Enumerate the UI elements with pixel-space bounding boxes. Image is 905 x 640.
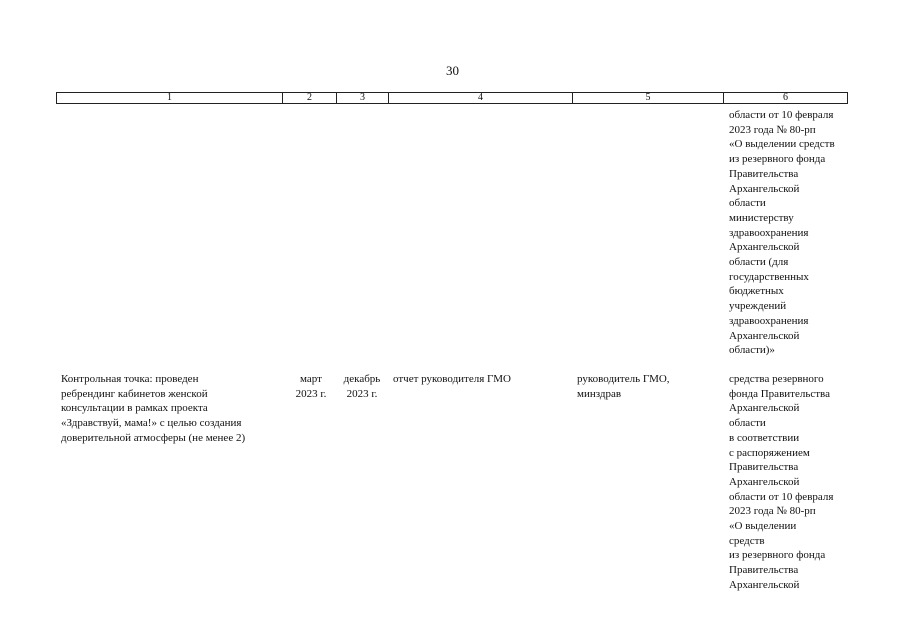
row-end-date bbox=[336, 372, 388, 401]
cell-line: «О выделении bbox=[729, 520, 797, 533]
cell-line: области (для bbox=[729, 256, 789, 269]
cell-line: в соответствии bbox=[729, 431, 800, 444]
cell-line: Правительства bbox=[729, 564, 799, 577]
table-header-row bbox=[56, 92, 848, 104]
cell-line: Контрольная точка: проведен bbox=[61, 373, 199, 385]
cell-line: здравоохранения bbox=[729, 314, 809, 327]
cell-line: области)» bbox=[729, 344, 775, 357]
cell-line: март bbox=[300, 373, 322, 385]
cell-line: Архангельской bbox=[729, 475, 800, 488]
cell-line: Правительства bbox=[729, 461, 799, 474]
cell-line: области от 10 февраля bbox=[729, 109, 834, 121]
cell-line: Архангельской bbox=[729, 578, 800, 591]
header-col-3: 3 bbox=[337, 93, 389, 103]
cell-line: 2023 года № 80-рп bbox=[729, 505, 816, 518]
cell-line: бюджетных bbox=[729, 285, 784, 298]
continued-cell-col6 bbox=[729, 108, 853, 358]
cell-line: Архангельской bbox=[729, 182, 800, 195]
row-responsible bbox=[577, 372, 723, 401]
cell-line: фонда Правительства bbox=[729, 387, 830, 400]
row-result-document bbox=[393, 372, 571, 387]
cell-line: из резервного фонда bbox=[729, 549, 826, 562]
header-col-6: 6 bbox=[783, 92, 788, 103]
cell-line: государственных bbox=[729, 270, 809, 283]
cell-line: Правительства bbox=[729, 167, 799, 180]
cell-line: здравоохранения bbox=[729, 226, 809, 239]
header-col-4: 4 bbox=[389, 93, 573, 103]
cell-line: области bbox=[729, 197, 766, 210]
page-number: 30 bbox=[446, 63, 459, 78]
cell-line: из резервного фонда bbox=[729, 153, 826, 166]
cell-line: средства резервного bbox=[729, 373, 824, 385]
cell-line: с распоряжением bbox=[729, 446, 810, 459]
header-col-5: 5 bbox=[573, 93, 724, 103]
cell-line: министерству bbox=[729, 211, 794, 224]
cell-line: руководитель ГМО, bbox=[577, 373, 670, 385]
cell-line: консультации в рамках проекта bbox=[61, 402, 208, 415]
cell-line: «Здравствуй, мама!» с целью создания bbox=[61, 417, 242, 430]
cell-line: ребрендинг кабинетов женской bbox=[61, 387, 208, 400]
cell-line: 2023 г. bbox=[346, 387, 378, 400]
cell-line: области bbox=[729, 417, 766, 430]
cell-line: доверительной атмосферы (не менее 2) bbox=[61, 431, 246, 444]
header-col-2: 2 bbox=[283, 93, 337, 103]
row-funding-source bbox=[729, 372, 853, 593]
row-start-date bbox=[287, 372, 335, 401]
cell-line: Архангельской bbox=[729, 402, 800, 415]
cell-line: 2023 года № 80-рп bbox=[729, 123, 816, 136]
cell-line: средств bbox=[729, 534, 765, 547]
cell-line: «О выделении средств bbox=[729, 138, 835, 151]
row-control-point-description bbox=[61, 372, 281, 446]
cell-line: Архангельской bbox=[729, 329, 800, 342]
cell-line: учреждений bbox=[729, 300, 787, 313]
cell-line: декабрь bbox=[343, 373, 381, 385]
cell-line: области от 10 февраля bbox=[729, 490, 834, 503]
cell-line: Архангельской bbox=[729, 241, 800, 254]
cell-line: 2023 г. bbox=[295, 387, 327, 400]
cell-line: отчет руководителя ГМО bbox=[393, 373, 511, 385]
header-col-1: 1 bbox=[57, 93, 283, 103]
cell-line: минздрав bbox=[577, 387, 622, 400]
